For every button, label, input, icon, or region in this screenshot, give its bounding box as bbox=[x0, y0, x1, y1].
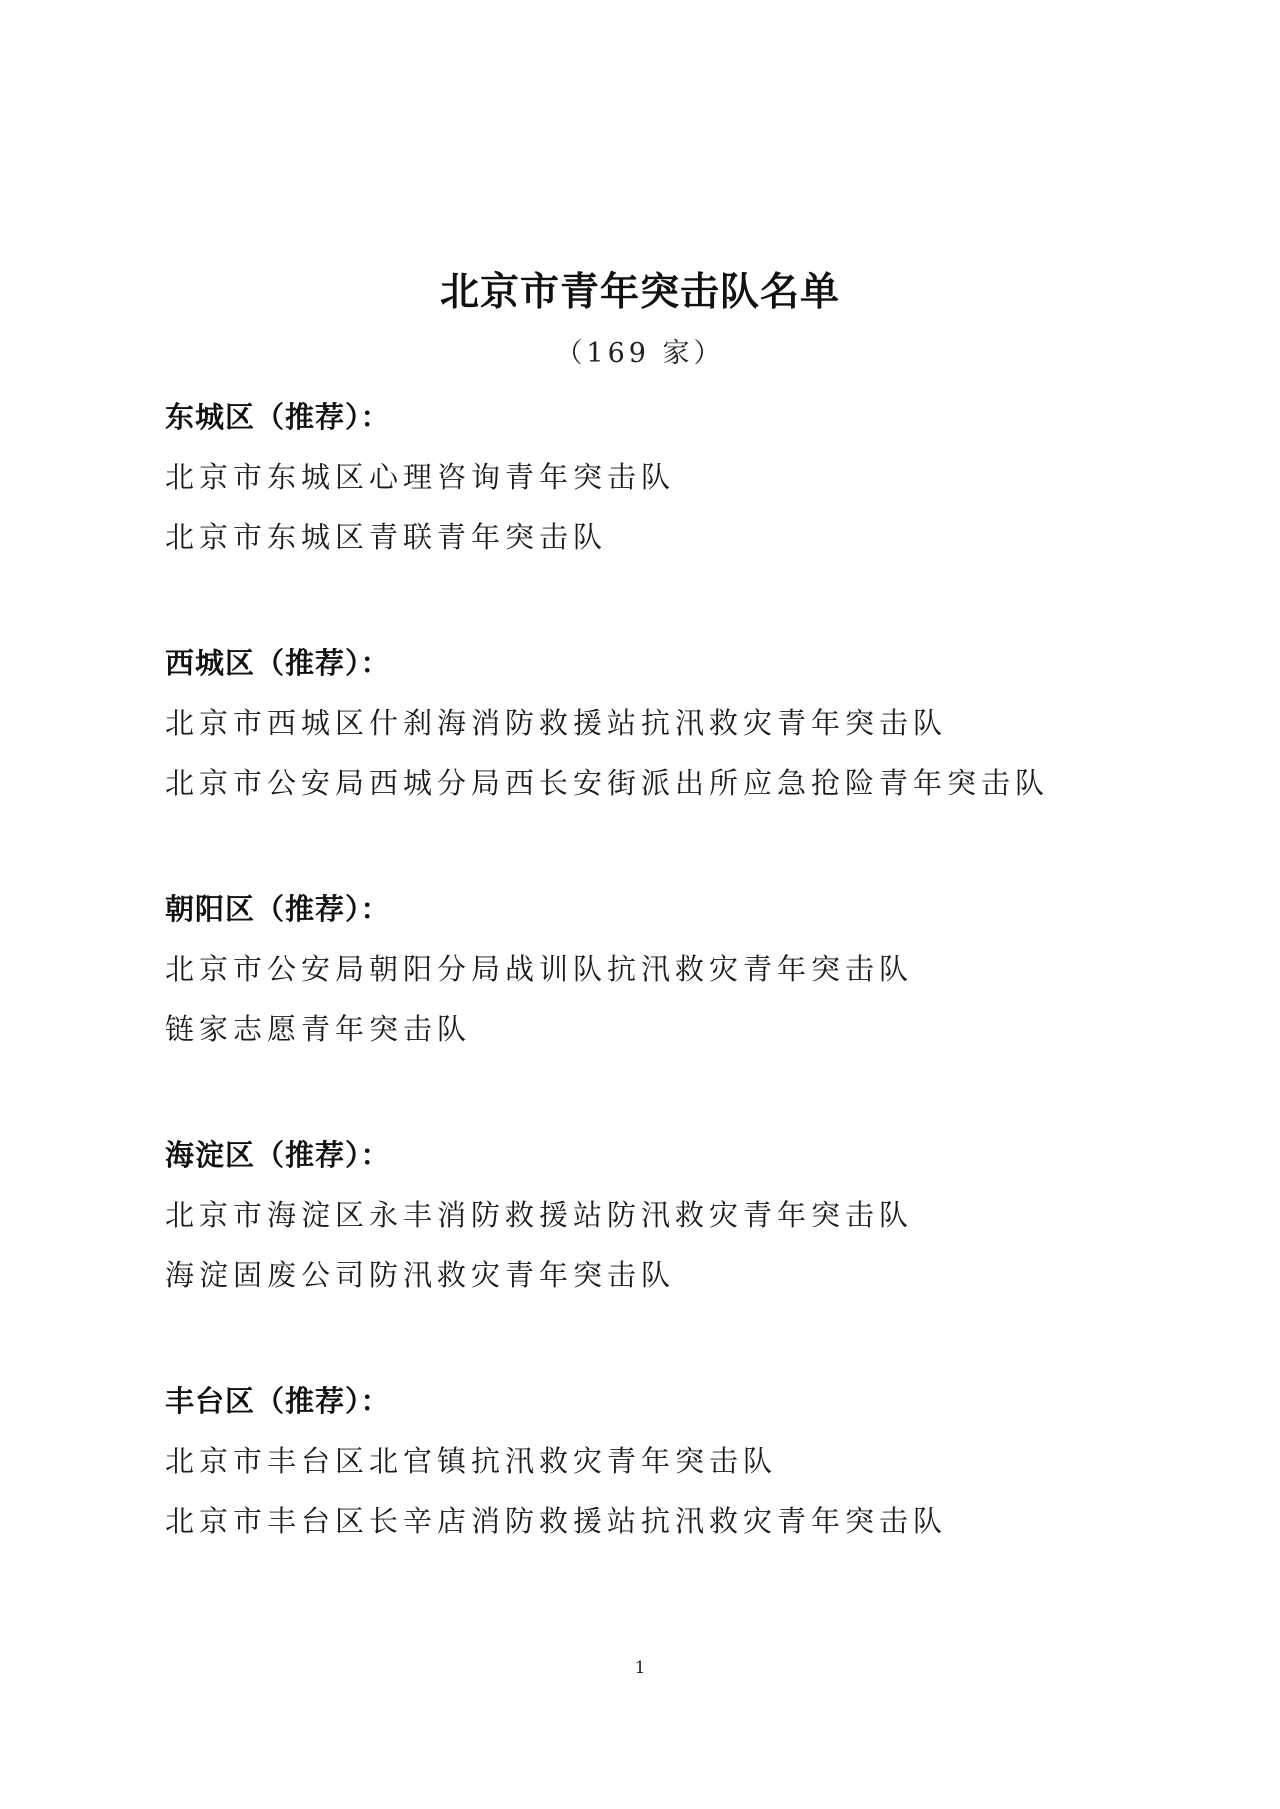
district-items bbox=[165, 452, 1165, 562]
list-item: 北京市海淀区永丰消防救援站防汛救灾青年突击队 bbox=[165, 1198, 914, 1232]
district-heading: 东城区（推荐）： bbox=[165, 400, 391, 434]
document-subtitle: （169 家） bbox=[555, 338, 725, 369]
district-heading: 西城区（推荐）： bbox=[165, 646, 391, 680]
district-heading: 朝阳区（推荐）： bbox=[165, 892, 391, 926]
list-item: 链家志愿青年突击队 bbox=[165, 1012, 472, 1046]
list-item: 北京市公安局朝阳分局战训队抗汛救灾青年突击队 bbox=[165, 952, 914, 986]
district-section-chaoyang bbox=[165, 884, 1165, 1054]
list-item: 海淀固废公司防汛救灾青年突击队 bbox=[165, 1258, 676, 1292]
list-item: 北京市东城区青联青年突击队 bbox=[165, 520, 608, 554]
document-title: 北京市青年突击队名单 bbox=[439, 270, 840, 315]
district-items bbox=[165, 944, 1165, 1054]
page-number: 1 bbox=[634, 1658, 646, 1678]
district-heading: 海淀区（推荐）： bbox=[165, 1138, 391, 1172]
district-section-dongcheng bbox=[165, 392, 1165, 562]
district-items bbox=[165, 698, 1165, 808]
district-section-fengtai bbox=[165, 1376, 1165, 1546]
district-section-xicheng bbox=[165, 638, 1165, 808]
district-section-haidian bbox=[165, 1130, 1165, 1300]
list-item: 北京市丰台区北官镇抗汛救灾青年突击队 bbox=[165, 1444, 778, 1478]
district-items bbox=[165, 1436, 1165, 1546]
district-list bbox=[165, 392, 1165, 1622]
list-item: 北京市公安局西城分局西长安街派出所应急抢险青年突击队 bbox=[165, 766, 1050, 800]
district-heading: 丰台区（推荐）： bbox=[165, 1384, 391, 1418]
district-items bbox=[165, 1190, 1165, 1300]
list-item: 北京市丰台区长辛店消防救援站抗汛救灾青年突击队 bbox=[165, 1504, 948, 1538]
list-item: 北京市东城区心理咨询青年突击队 bbox=[165, 460, 676, 494]
list-item: 北京市西城区什刹海消防救援站抗汛救灾青年突击队 bbox=[165, 706, 948, 740]
